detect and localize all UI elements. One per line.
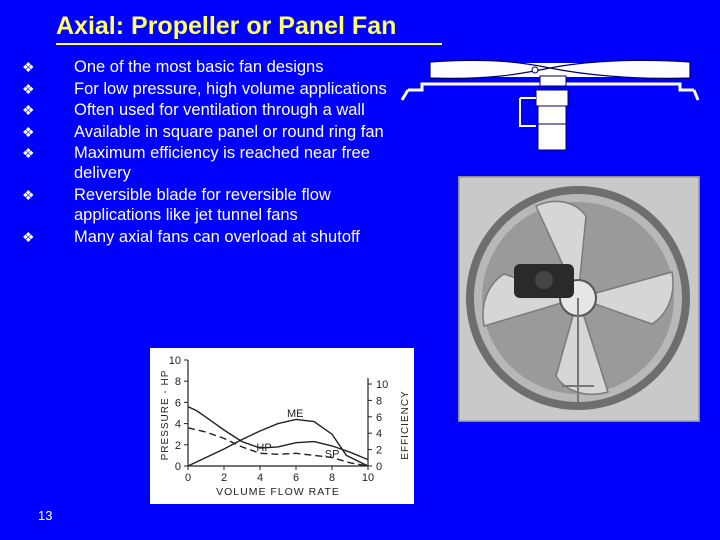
diamond-bullet-icon: ❖ bbox=[22, 186, 35, 203]
bullet-item bbox=[22, 143, 392, 183]
annotation-sp: SP bbox=[324, 448, 340, 461]
bullet-text: Many axial fans can overload at shutoff bbox=[74, 227, 360, 246]
y-right-tick-label: 8 bbox=[376, 395, 383, 408]
page-number: 13 bbox=[38, 508, 53, 523]
bullet-text: For low pressure, high volume applications bbox=[74, 79, 387, 98]
y-left-tick-label: 4 bbox=[174, 418, 181, 431]
title-underline bbox=[56, 43, 442, 45]
annotation-me: ME bbox=[287, 408, 304, 421]
y-right-tick-label: 0 bbox=[376, 461, 383, 473]
bullet-text: Available in square panel or round ring fan bbox=[74, 122, 384, 141]
bullet-item bbox=[22, 57, 392, 77]
diamond-bullet-icon: ❖ bbox=[22, 123, 35, 140]
y-left-tick-label: 2 bbox=[174, 439, 181, 452]
x-tick-label: 8 bbox=[328, 472, 336, 484]
annotation-hp: HP bbox=[256, 442, 272, 455]
bullet-item bbox=[22, 79, 392, 99]
y-right-tick-label: 10 bbox=[376, 379, 389, 391]
bullet-item bbox=[22, 185, 392, 225]
x-tick-label: 10 bbox=[361, 472, 375, 484]
diamond-bullet-icon: ❖ bbox=[22, 102, 35, 119]
panel-fan-photo bbox=[458, 176, 700, 422]
diamond-bullet-icon: ❖ bbox=[22, 59, 35, 75]
y-left-tick-label: 8 bbox=[174, 376, 181, 389]
y-left-tick-label: 6 bbox=[174, 397, 181, 410]
fan-curve-chart bbox=[150, 348, 414, 504]
bullet-item bbox=[22, 122, 392, 142]
x-tick-label: 0 bbox=[184, 472, 192, 484]
bullet-text: Maximum efficiency is reached near free delivery bbox=[74, 144, 370, 183]
propeller-fan-diagram bbox=[400, 50, 700, 160]
x-tick-label: 2 bbox=[220, 472, 228, 484]
diamond-bullet-icon: ❖ bbox=[22, 228, 35, 245]
x-tick-label: 6 bbox=[292, 472, 300, 484]
y-left-tick-label: 10 bbox=[168, 355, 181, 367]
x-axis-label: VOLUME FLOW RATE bbox=[216, 486, 340, 498]
bullet-item bbox=[22, 227, 392, 247]
diamond-bullet-icon: ❖ bbox=[22, 145, 35, 162]
bullet-list bbox=[22, 57, 392, 248]
bullet-text: One of the most basic fan designs bbox=[74, 58, 324, 76]
y-right-tick-label: 2 bbox=[376, 444, 383, 457]
y-axis-label-left: PRESSURE - HP bbox=[160, 369, 171, 461]
y-right-tick-label: 6 bbox=[376, 411, 383, 424]
y-axis-label-right: EFFICIENCY bbox=[400, 390, 411, 460]
y-right-tick-label: 4 bbox=[376, 428, 383, 441]
y-left-tick-label: 0 bbox=[174, 461, 181, 473]
bullet-text: Reversible blade for reversible flow applications like jet tunnel fans bbox=[74, 185, 331, 224]
slide-title: Axial: Propeller or Panel Fan bbox=[56, 12, 397, 40]
x-tick-label: 4 bbox=[256, 472, 264, 484]
diamond-bullet-icon: ❖ bbox=[22, 80, 35, 97]
bullet-text: Often used for ventilation through a wall bbox=[74, 101, 365, 120]
bullet-item bbox=[22, 100, 392, 120]
